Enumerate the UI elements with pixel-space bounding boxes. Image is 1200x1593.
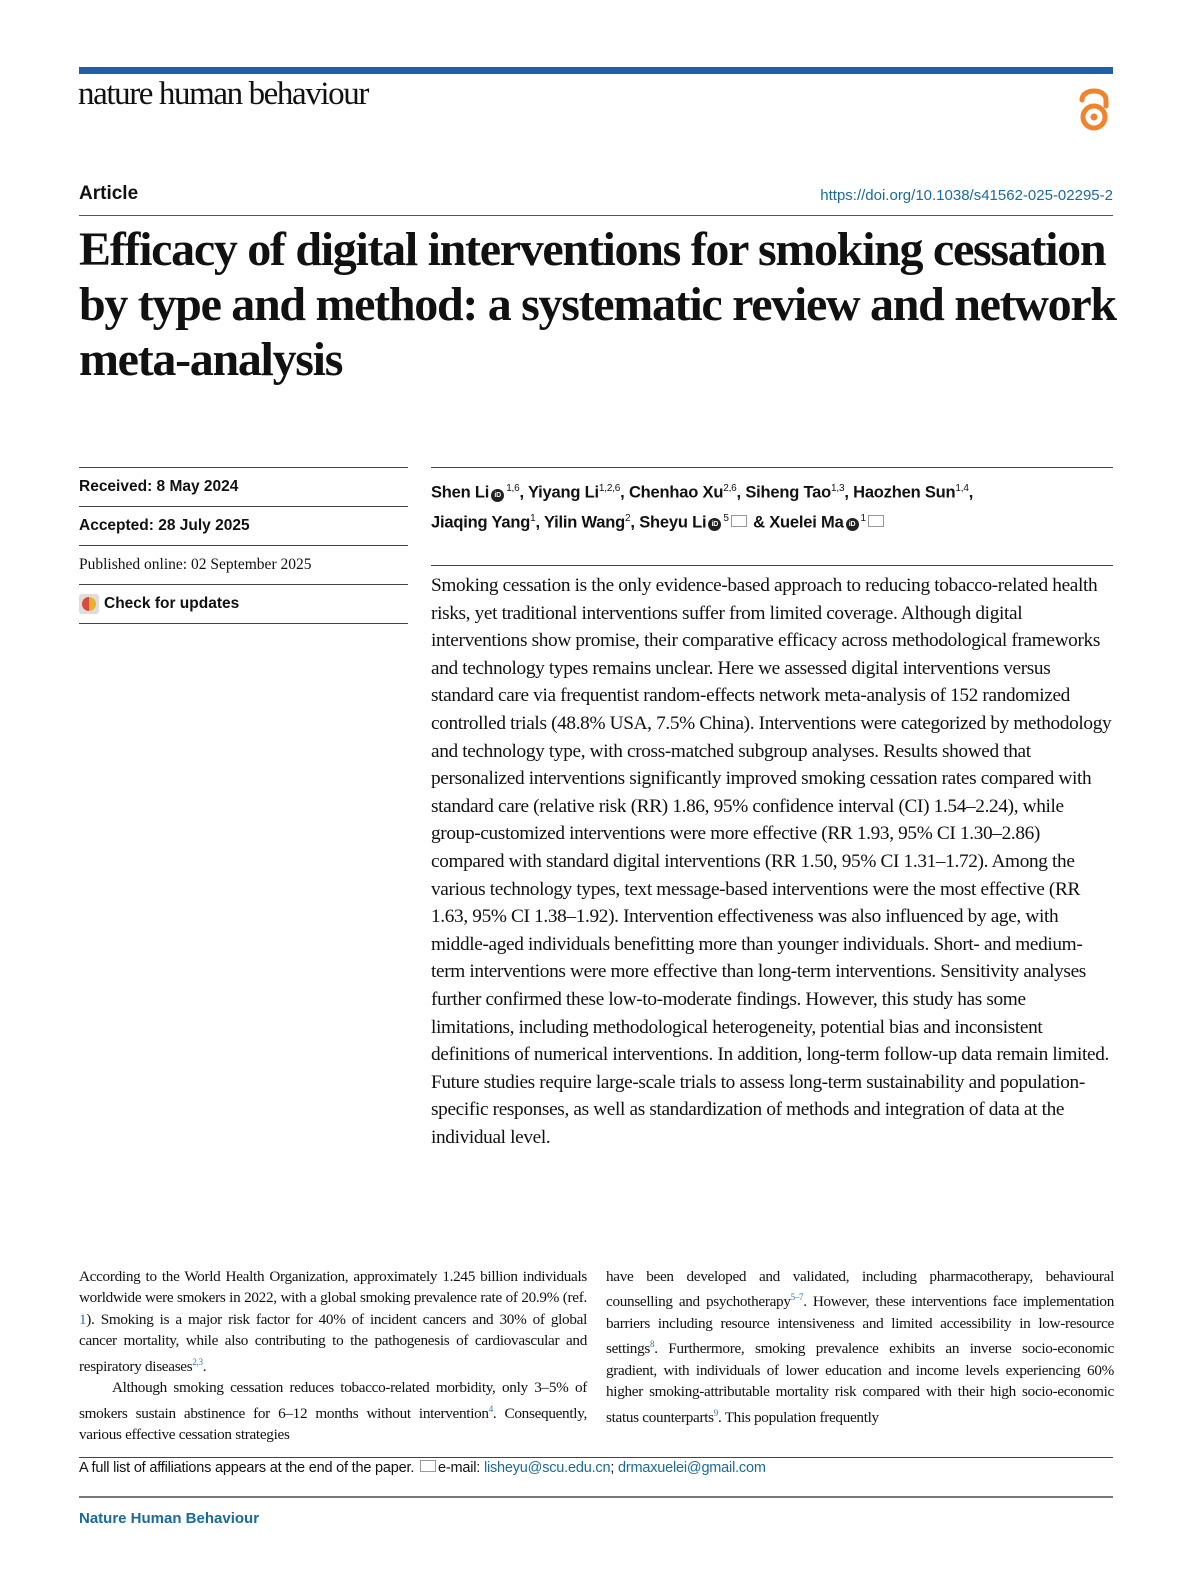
body-text: . However, these interventions face implementation barriers including resource intensiveness and limited accessibility in low-resource settings [606,1293,1114,1358]
email-link-1[interactable]: lisheyu@scu.edu.cn [483,1460,611,1476]
affiliation-marker: 2 [625,512,631,524]
author-list: Shen Li iD$^{1,6}$, Yiyang Li$^{1,2,6}$, Chenhao Xu$^{2,6}$, Siheng Tao$^{1,3}$, Haozhen Sun$^{1,4}$, Jiaqing Yang$^1$, Yilin Wang$^2$, Sheyu Li $iD^5$ & Xuelei Ma $iD^1$ [431,467,1113,535]
body-text: . [202,1357,207,1375]
affiliation-marker: 1,6 [506,483,520,494]
article-dates [79,467,408,624]
received-date: Received: 8 May 2024 [79,467,408,506]
separator: ; [610,1460,618,1476]
body-column-left [79,1266,587,1445]
journal-top-bar [79,67,1113,74]
journal-logo: nature human behaviour [78,76,368,112]
author-name[interactable]: Yilin Wang [543,513,626,531]
body-text: . This population frequently [717,1408,879,1426]
body-text: have been developed and validated, including pharmacotherapy, behavioural counselling and psychotherapy [606,1268,1114,1311]
author-name[interactable]: Siheng Tao [745,483,832,502]
footer-journal-name: Nature Human Behaviour [79,1510,260,1527]
email-link-2[interactable]: drmaxuelei@gmail.com [618,1460,766,1476]
orcid-icon[interactable]: iD [708,518,721,531]
body-text: According to the World Health Organization, approximately 1.245 billion individuals worldwide were smokers in 2022, with a global smoking prevalence rate of 20.9% (ref. [79,1268,587,1307]
reference-link[interactable]: 5–7 [790,1292,804,1303]
footer-divider [79,1496,1113,1498]
body-text: . Furthermore, smoking prevalence exhibits an inverse socio-economic gradient, with individuals of lower education and income levels experiencing 60% higher smoking-attributable mortality risk compared with their high socio-economic status counterparts [606,1340,1114,1426]
affiliation-marker: 1 [860,512,866,524]
author-name[interactable]: Xuelei Ma [769,513,844,531]
affiliation-marker: 1 [530,512,536,524]
orcid-icon[interactable]: iD [491,489,504,502]
author-name[interactable]: Yiyang Li [527,483,599,502]
envelope-icon[interactable] [868,515,884,527]
author-name[interactable]: Haozhen Sun [853,483,956,502]
author-name[interactable]: Chenhao Xu [628,483,724,502]
accepted-date: Accepted: 28 July 2025 [79,506,408,545]
author-name[interactable]: Sheyu Li [639,513,707,531]
reference-link[interactable]: 1 [79,1310,87,1328]
header-divider [79,215,1113,216]
open-access-icon [1074,84,1114,132]
check-for-updates-button[interactable] [79,584,408,624]
author-name[interactable]: Shen Li [431,483,490,502]
body-text: Although smoking cessation reduces tobacco-related morbidity, only 3–5% of smokers sustain abstinence for 6–12 months without intervention [79,1379,587,1422]
reference-link[interactable]: 4 [488,1403,493,1414]
affiliation-marker: 1,3 [831,483,845,494]
body-text: ). Smoking is a major risk factor for 40% of incident cancers and 30% of global cancer mortality, while also contributing to the pathogenesis of cardiovascular and respiratory diseases [79,1310,587,1375]
affiliation-marker: 1,4 [955,483,969,494]
check-for-updates-label: Check for updates [104,595,240,612]
reference-link[interactable]: 9 [713,1407,718,1418]
affiliation-marker: 5 [723,512,729,524]
crossmark-icon [79,594,99,614]
reference-link[interactable]: 2,3 [192,1356,203,1367]
abstract: Smoking cessation is the only evidence-based approach to reducing tobacco-related health risks, yet traditional interventions suffer from limited coverage. Although digital interventions show promise, their comparative efficacy across methodological frameworks and technology types remains unclear. Here we assessed digital interventions versus standard care via frequentist random-effects network meta-analysis of 152 randomized controlled trials (48.8% USA, 7.5% China). Interventions were categorized by methodology and technology type, with cross-matched subgroup analyses. Results showed that personalized interventions significantly improved smoking cessation rates compared with standard care (relative risk (RR) 1.86, 95% confidence interval (CI) 1.54–2.24), while group-customized interventions were more effective (RR 1.93, 95% CI 1.30–2.86) compared with standard digital interventions (RR 1.50, 95% CI 1.31–1.72). Among the various technology types, text message-based interventions were the most effective (RR 1.63, 95% CI 1.38–1.92). Intervention effectiveness was also influenced by age, with middle-aged individuals benefitting more than younger individuals. Short- and medium-term interventions were more effective than long-term interventions. Sensitivity analyses further confirmed these low-to-moderate findings. However, this study has some limitations, including methodological heterogeneity, potential bias and inconsistent definitions of numerical interventions. In addition, long-term follow-up data remain limited. Future studies require large-scale trials to assess long-term sustainability and population-specific responses, as well as standardization of methods and integration of data at the individual level. [431,565,1113,1151]
envelope-icon [420,1460,436,1472]
published-date: Published online: 02 September 2025 [79,545,408,584]
body-text: . Consequently, various effective cessation strategies [79,1404,587,1443]
affiliation-marker: 2,6 [723,483,737,494]
article-type-label: Article [79,183,139,204]
envelope-icon[interactable] [731,515,747,527]
footnote-text: A full list of affiliations appears at the end of the paper. [79,1460,418,1476]
doi-link[interactable]: https://doi.org/10.1038/s41562-025-02295-2 [820,187,1113,204]
email-label: e-mail: [438,1460,484,1476]
author-name[interactable]: Jiaqing Yang [431,513,531,531]
article-title: Efficacy of digital interventions for smoking cessation by type and method: a systematic review and network meta-analysis [79,223,1116,386]
body-column-right [606,1266,1114,1428]
orcid-icon[interactable]: iD [846,518,859,531]
affiliation-marker: 1,2,6 [598,483,621,494]
reference-link[interactable]: 8 [650,1339,655,1350]
affiliation-footnote [79,1457,1113,1476]
